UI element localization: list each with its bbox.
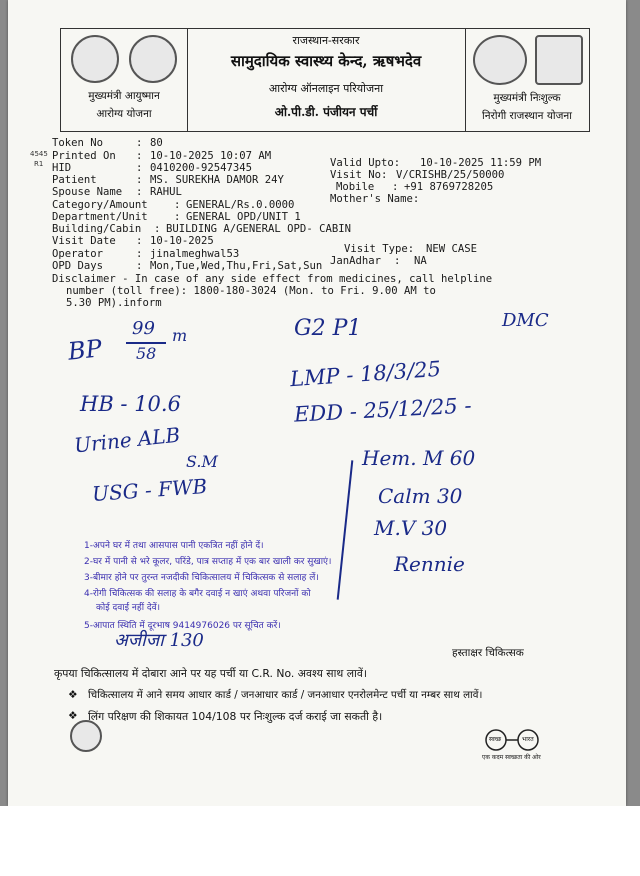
hw-rx1: Hem. M 60 xyxy=(362,446,476,470)
colon: : xyxy=(392,181,399,193)
hw-hb: HB - 10.6 xyxy=(80,392,181,416)
stamp-line: 3-बीमार होने पर तुरन्त नजदीकी चिकित्सालय में चिकित्सक से सलाह लें। xyxy=(84,573,319,583)
slip-header xyxy=(60,28,590,132)
category-label: Category/Amount xyxy=(52,199,148,211)
footer-line3: लिंग परिक्षण की शिकायत 104/108 पर निःशुल्क दर्ज कराई जा सकती है। xyxy=(88,710,383,723)
hw-lmp: LMP - 18/3/25 xyxy=(289,356,442,392)
emblem-icon xyxy=(70,720,102,752)
margin-code-2: R1 xyxy=(34,160,44,168)
colon: : xyxy=(154,223,161,235)
visit-type-label: Visit Type: xyxy=(344,243,415,255)
disclaimer-line2: number (toll free): 1800-180-3024 (Mon. to Fri. 9.00 AM to xyxy=(66,285,436,297)
visit-date-value: 10-10-2025 xyxy=(150,235,214,247)
colon: : xyxy=(394,255,401,267)
hw-rx2: Calm 30 xyxy=(378,484,463,508)
mother-label: Mother's Name: xyxy=(330,193,420,205)
colon: : xyxy=(174,211,181,223)
hw-investigations: Urine ALB xyxy=(73,422,182,458)
hid-label: HID xyxy=(52,162,72,174)
swachh-word: स्वच्छ xyxy=(489,736,502,743)
token-value: 80 xyxy=(150,137,163,149)
colon: : xyxy=(136,235,143,247)
building-value: BUILDING A/GENERAL OPD- CABIN xyxy=(166,223,351,235)
stamp-line: 2-घर में पानी से भरे कूलर, परिंडे, पात्र सप्ताह में एक बार खाली कर सुखाएं। xyxy=(84,557,332,567)
operator-label: Operator xyxy=(52,248,104,260)
stamp-line: 5-आपात स्थिति में दूरभाष 9414976026 पर सूचित करें। xyxy=(84,621,281,631)
visit-date-label: Visit Date xyxy=(52,235,116,247)
hw-signature-top: DMC xyxy=(502,310,549,331)
advisory-stamp xyxy=(84,538,350,632)
left-logo-cell xyxy=(61,29,188,131)
hw-bp: BP xyxy=(66,334,104,366)
hw-rx3: M.V 30 xyxy=(374,516,448,540)
colon: : xyxy=(136,137,143,149)
printed-value: 10-10-2025 10:07 AM xyxy=(150,150,272,162)
signature-label: हस्ताक्षर चिकित्सक xyxy=(452,647,524,659)
left-scheme-line2: आरोग्य योजना xyxy=(96,108,152,120)
stamp-line: 4-रोगी चिकित्सक की सलाह के बगैर दवाई न खाएं अथवा परिजनों को xyxy=(84,589,311,599)
spectacles-icon xyxy=(476,728,548,752)
patient-label: Patient xyxy=(52,174,97,186)
hw-edd: EDD - 25/12/25 - xyxy=(293,393,473,427)
footer-line1: कृपया चिकित्सालय में दोबारा आने पर यह पर्ची या C.R. No. अवश्य साथ लावें। xyxy=(54,667,367,680)
hw-bp-unit: m xyxy=(172,326,188,345)
hid-value: 0410200-92547345 xyxy=(150,162,253,174)
colon: : xyxy=(136,162,143,174)
right-scheme-line2: निरोगी राजस्थान योजना xyxy=(482,110,572,122)
margin-code-1: 4545 xyxy=(30,150,48,158)
category-value: GENERAL/Rs.0.0000 xyxy=(186,199,295,211)
visit-no-value: V/CRISHB/25/50000 xyxy=(396,169,505,181)
valid-label: Valid Upto: xyxy=(330,157,401,169)
janadhar-value: NA xyxy=(414,255,427,267)
dept-value: GENERAL OPD/UNIT 1 xyxy=(186,211,301,223)
token-label: Token No xyxy=(52,137,104,149)
hw-usg: USG - FWB xyxy=(91,474,208,506)
disclaimer-line3: 5.30 PM).inform xyxy=(66,297,162,309)
footer-bullet: ❖ xyxy=(68,709,78,722)
colon: : xyxy=(136,174,143,186)
mobile-label: Mobile xyxy=(336,181,375,193)
printed-label: Printed On xyxy=(52,150,116,162)
footer-bullet: ❖ xyxy=(68,688,78,701)
swachh-tagline: एक कदम स्वच्छता की ओर xyxy=(482,754,541,761)
stamp-line: कोई दवाई नहीं देवें। xyxy=(96,603,161,613)
beti-bachao-logo-icon xyxy=(473,35,527,85)
hw-bp-top: 99 xyxy=(132,318,155,339)
scheme-logo-icon xyxy=(129,35,177,83)
opd-days-label: OPD Days xyxy=(52,260,104,272)
colon: : xyxy=(136,260,143,272)
right-scheme-line1: मुख्यमंत्री निःशुल्क xyxy=(493,92,561,104)
colon: : xyxy=(136,248,143,260)
right-logo-cell xyxy=(465,29,589,131)
building-label: Building/Cabin xyxy=(52,223,142,235)
bharat-word: भारत xyxy=(522,736,534,743)
operator-value: jinalmeghwal53 xyxy=(150,248,240,260)
janadhar-label: JanAdhar xyxy=(330,255,382,267)
hw-sugar: S.M xyxy=(186,452,218,471)
left-scheme-line1: मुख्यमंत्री आयुष्मान xyxy=(88,90,160,102)
visit-type-value: NEW CASE xyxy=(426,243,478,255)
valid-value: 10-10-2025 11:59 PM xyxy=(420,157,542,169)
colon: : xyxy=(136,186,143,198)
project-line: आरोग्य ऑनलाइन परियोजना xyxy=(268,82,384,95)
colon: : xyxy=(174,199,181,211)
mobile-value: +91 8769728205 xyxy=(404,181,494,193)
background-surface xyxy=(0,806,640,876)
visit-no-label: Visit No: xyxy=(330,169,388,181)
opd-line: ओ.पी.डी. पंजीयन पर्ची xyxy=(274,105,378,119)
opd-days-value: Mon,Tue,Wed,Thu,Fri,Sat,Sun xyxy=(150,260,323,272)
center-title-cell xyxy=(187,29,466,131)
spouse-label: Spouse Name xyxy=(52,186,123,198)
hw-rx4: Rennie xyxy=(394,552,465,576)
stamp-line: 1-अपने घर में तथा आसपास पानी एकत्रित नहीं होने दें। xyxy=(84,541,264,551)
patient-value: MS. SUREKHA DAMOR 24Y xyxy=(150,174,284,186)
colon: : xyxy=(136,150,143,162)
hw-bottom-note: अजीजा 130 xyxy=(114,630,204,651)
health-dept-logo-icon xyxy=(71,35,119,83)
center-title: सामुदायिक स्वास्थ्य केन्द, ऋषभदेव xyxy=(230,52,422,70)
opd-slip xyxy=(8,0,626,806)
state-line: राजस्थान-सरकार xyxy=(292,34,360,47)
footer-line2: चिकित्सालय में आने समय आधार कार्ड / जनआधार कार्ड / जनआधार एनरोलमेन्ट पर्ची या नम्बर साथ लावें। xyxy=(88,689,483,701)
nirogi-rajasthan-logo-icon xyxy=(535,35,583,85)
disclaimer-line1: Disclaimer - In case of any side effect from medicines, call helpline xyxy=(52,273,493,285)
spouse-value: RAHUL xyxy=(150,186,182,198)
hw-g-p: G2 P1 xyxy=(294,316,362,341)
dept-label: Department/Unit xyxy=(52,211,148,223)
swachh-bharat-logo xyxy=(476,728,548,762)
hw-bp-bottom: 58 xyxy=(136,344,157,363)
